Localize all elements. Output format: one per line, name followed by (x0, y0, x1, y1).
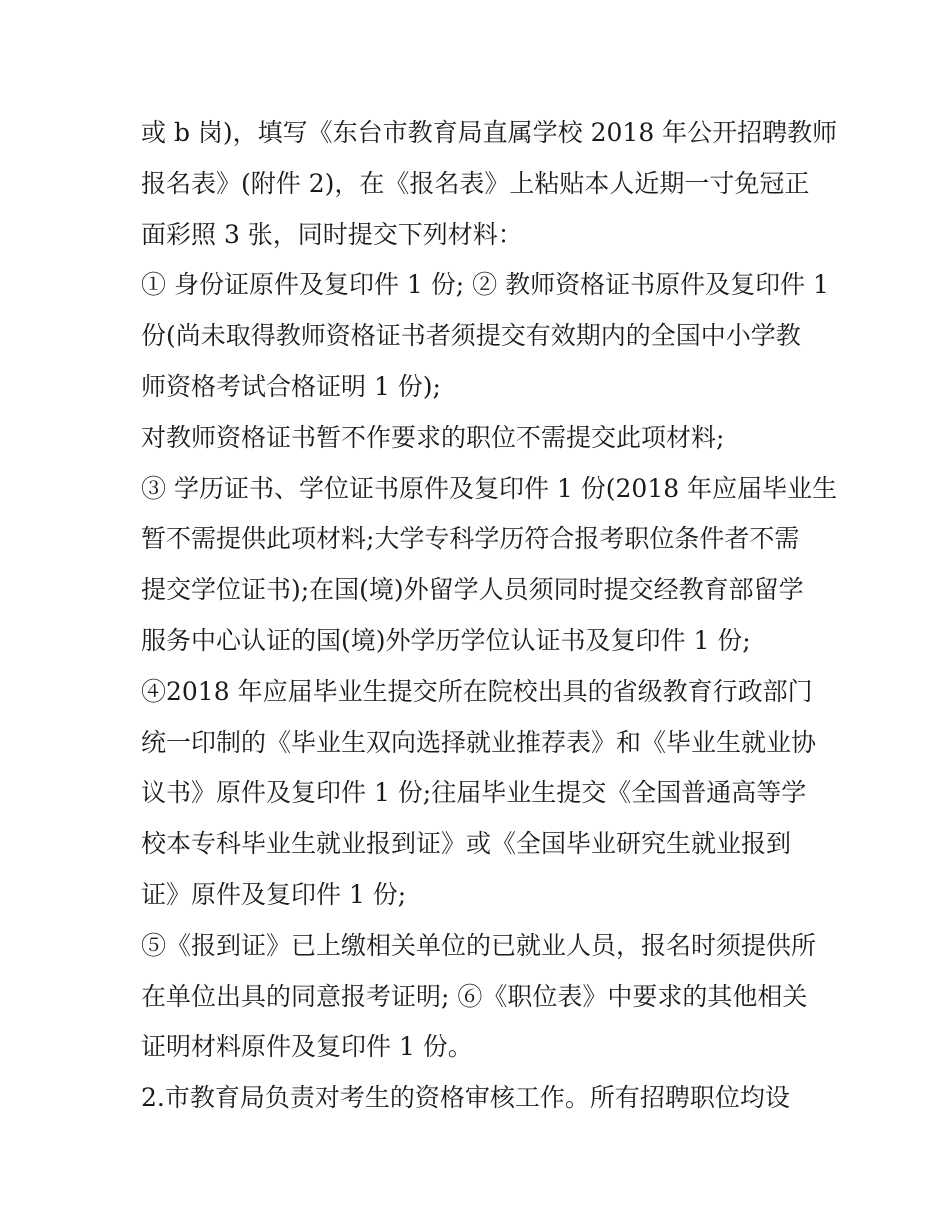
text-line: 在单位出具的同意报考证明; ⑥《职位表》中要求的其他相关 (141, 981, 808, 1011)
text-line: 提交学位证书);在国(境)外留学人员须同时提交经教育部留学 (141, 575, 804, 605)
text-line: ① 身份证原件及复印件 1 份; ② 教师资格证书原件及复印件 1 (141, 270, 829, 300)
text-line: ④2018 年应届毕业生提交所在院校出具的省级教育行政部门 (141, 676, 813, 706)
text-line: 对教师资格证书暂不作要求的职位不需提交此项材料; (141, 422, 725, 452)
text-line: 统一印制的《毕业生双向选择就业推荐表》和《毕业生就业协 (141, 727, 817, 757)
text-line: 证明材料原件及复印件 1 份。 (141, 1032, 473, 1062)
text-line: 证》原件及复印件 1 份; (141, 879, 407, 909)
text-line: 报名表》(附件 2)，在《报名表》上粘贴本人近期一寸免冠正 (141, 168, 810, 198)
text-line: 2.市教育局负责对考生的资格审核工作。所有招聘职位均设 (141, 1083, 790, 1113)
text-line: 份(尚未取得教师资格证书者须提交有效期内的全国中小学教 (141, 321, 801, 351)
text-line: 议书》原件及复印件 1 份;往届毕业生提交《全国普通高等学 (141, 778, 807, 808)
text-line: 或 b 岗)，填写《东台市教育局直属学校 2018 年公开招聘教师 (141, 118, 838, 147)
text-line: ③ 学历证书、学位证书原件及复印件 1 份(2018 年应届毕业生 (141, 473, 838, 503)
text-line: 校本专科毕业生就业报到证》或《全国毕业研究生就业报到 (141, 829, 792, 859)
text-line: 暂不需提供此项材料;大学专科学历符合报考职位条件者不需 (141, 524, 800, 554)
text-line: ⑤《报到证》已上缴相关单位的已就业人员，报名时须提供所 (141, 930, 817, 960)
text-line: 师资格考试合格证明 1 份); (141, 371, 441, 401)
document-body (141, 108, 838, 1124)
text-line: 面彩照 3 张，同时提交下列材料： (141, 219, 523, 249)
text-line: 服务中心认证的国(境)外学历学位认证书及复印件 1 份; (141, 625, 751, 655)
